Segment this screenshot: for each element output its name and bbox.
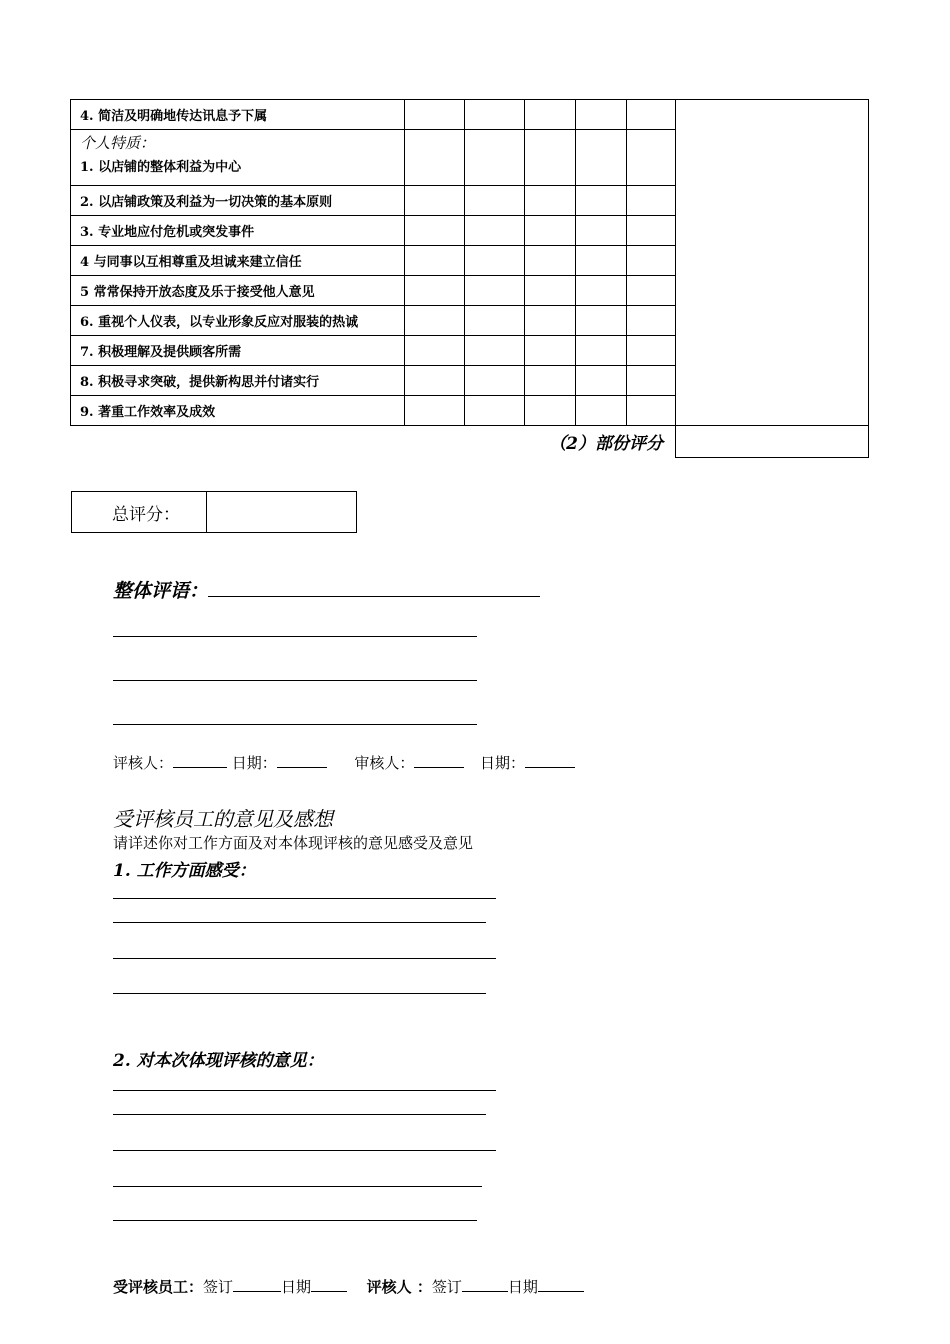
score-cell[interactable]: [405, 306, 465, 336]
date-blank[interactable]: [277, 753, 327, 768]
score-cell[interactable]: [627, 306, 676, 336]
score-cell[interactable]: [405, 336, 465, 366]
date-label: 日期: [507, 1278, 538, 1296]
criteria-label: 2. 以店铺政策及利益为一切决策的基本原则: [71, 186, 405, 216]
answer-line[interactable]: [113, 898, 496, 899]
total-score-field[interactable]: [207, 492, 357, 533]
score-cell[interactable]: [405, 366, 465, 396]
signature-row: [113, 1276, 584, 1297]
approver-blank[interactable]: [414, 753, 464, 768]
score-cell[interactable]: [405, 130, 465, 186]
comment-cell[interactable]: [676, 100, 869, 426]
reviewer-signature-label: 评核人 ：: [366, 1278, 432, 1296]
overall-comment-label: 整体评语：: [113, 580, 209, 602]
answer-line[interactable]: [113, 1150, 496, 1151]
score-cell[interactable]: [405, 276, 465, 306]
score-cell[interactable]: [465, 186, 525, 216]
reviewer-row: [113, 752, 575, 773]
score-cell[interactable]: [576, 366, 627, 396]
score-cell[interactable]: [525, 276, 576, 306]
date-label: 日期：: [231, 754, 277, 772]
score-cell[interactable]: [576, 216, 627, 246]
score-cell[interactable]: [627, 100, 676, 130]
reviewer-date-blank[interactable]: [538, 1277, 584, 1292]
criteria-label: 3. 专业地应付危机或突发事件: [71, 216, 405, 246]
reviewer-label: 评核人：: [113, 754, 174, 772]
sign-label: 签订: [431, 1278, 462, 1296]
score-cell[interactable]: [465, 130, 525, 186]
score-cell[interactable]: [525, 246, 576, 276]
criteria-label: 7. 积极理解及提供顾客所需: [71, 336, 405, 366]
score-cell[interactable]: [525, 216, 576, 246]
sign-label: 签订: [203, 1278, 234, 1296]
score-cell[interactable]: [627, 396, 676, 426]
overall-comment-line[interactable]: [113, 680, 477, 681]
answer-line[interactable]: [113, 1220, 477, 1221]
score-cell[interactable]: [627, 276, 676, 306]
criteria-label: 8. 积极寻求突破，提供新构思并付诸实行: [71, 366, 405, 396]
reviewer-sign-blank[interactable]: [462, 1277, 508, 1292]
employee-instruction: 请详述你对工作方面及对本体现评核的意见感受及意见: [113, 834, 474, 852]
score-cell[interactable]: [576, 100, 627, 130]
criteria-label: 4. 简洁及明确地传达讯息予下属: [71, 100, 405, 130]
q2-label: 2. 对本次体现评核的意见：: [113, 1051, 324, 1071]
score-cell[interactable]: [405, 246, 465, 276]
score-cell[interactable]: [405, 216, 465, 246]
score-cell[interactable]: [627, 186, 676, 216]
score-cell[interactable]: [465, 100, 525, 130]
overall-comment-line[interactable]: [113, 724, 477, 725]
answer-line[interactable]: [113, 922, 486, 923]
total-score-label: 总评分：: [72, 492, 207, 533]
score-cell[interactable]: [465, 216, 525, 246]
score-cell[interactable]: [405, 186, 465, 216]
score-cell[interactable]: [405, 396, 465, 426]
overall-comment-line[interactable]: [208, 596, 540, 597]
score-cell[interactable]: [576, 130, 627, 186]
date-label: 日期: [281, 1278, 312, 1296]
score-cell[interactable]: [465, 306, 525, 336]
subtotal-label: （2）部份评分: [549, 434, 663, 455]
score-cell[interactable]: [525, 306, 576, 336]
score-cell[interactable]: [525, 396, 576, 426]
score-cell[interactable]: [576, 336, 627, 366]
employee-section-title: 受评核员工的意见及感想: [113, 807, 333, 831]
score-cell[interactable]: [576, 186, 627, 216]
score-cell[interactable]: [465, 336, 525, 366]
score-cell[interactable]: [525, 366, 576, 396]
score-cell[interactable]: [465, 276, 525, 306]
score-cell[interactable]: [627, 336, 676, 366]
criteria-label: 6. 重视个人仪表，以专业形象反应对服装的热诚: [71, 306, 405, 336]
score-cell[interactable]: [405, 100, 465, 130]
score-cell[interactable]: [465, 396, 525, 426]
answer-line[interactable]: [113, 1186, 482, 1187]
score-cell[interactable]: [576, 246, 627, 276]
subtotal-row: [71, 426, 869, 458]
total-score-box: [71, 491, 357, 533]
score-cell[interactable]: [576, 396, 627, 426]
approver-label: 审核人：: [354, 754, 415, 772]
q1-label: 1. 工作方面感受：: [113, 861, 256, 881]
score-cell[interactable]: [525, 100, 576, 130]
section-heading: 个人特质：: [80, 133, 156, 152]
score-cell[interactable]: [627, 216, 676, 246]
reviewer-blank[interactable]: [173, 753, 227, 768]
table-row: [71, 100, 869, 130]
employee-date-blank[interactable]: [311, 1277, 347, 1292]
criteria-label: 个人特质： 1. 以店铺的整体利益为中心: [71, 130, 405, 186]
date2-label: 日期：: [479, 754, 525, 772]
score-cell[interactable]: [465, 246, 525, 276]
answer-line[interactable]: [113, 958, 496, 959]
criteria-label: 9. 著重工作效率及成效: [71, 396, 405, 426]
score-cell[interactable]: [525, 336, 576, 366]
subtotal-score-cell[interactable]: [676, 426, 869, 458]
overall-comment-line[interactable]: [113, 636, 477, 637]
answer-line[interactable]: [113, 1114, 486, 1115]
criteria-label: 4 与同事以互相尊重及坦诚来建立信任: [71, 246, 405, 276]
score-cell[interactable]: [627, 246, 676, 276]
date2-blank[interactable]: [525, 753, 575, 768]
employee-signature-label: 受评核员工：: [113, 1278, 204, 1296]
answer-line[interactable]: [113, 1090, 496, 1091]
evaluation-table: [70, 99, 869, 458]
score-cell[interactable]: [627, 366, 676, 396]
answer-line[interactable]: [113, 993, 486, 994]
score-cell[interactable]: [465, 366, 525, 396]
score-cell[interactable]: [576, 306, 627, 336]
criteria-label: 5 常常保持开放态度及乐于接受他人意见: [71, 276, 405, 306]
score-cell[interactable]: [525, 130, 576, 186]
score-cell[interactable]: [627, 130, 676, 186]
score-cell[interactable]: [525, 186, 576, 216]
employee-sign-blank[interactable]: [233, 1277, 281, 1292]
score-cell[interactable]: [576, 276, 627, 306]
